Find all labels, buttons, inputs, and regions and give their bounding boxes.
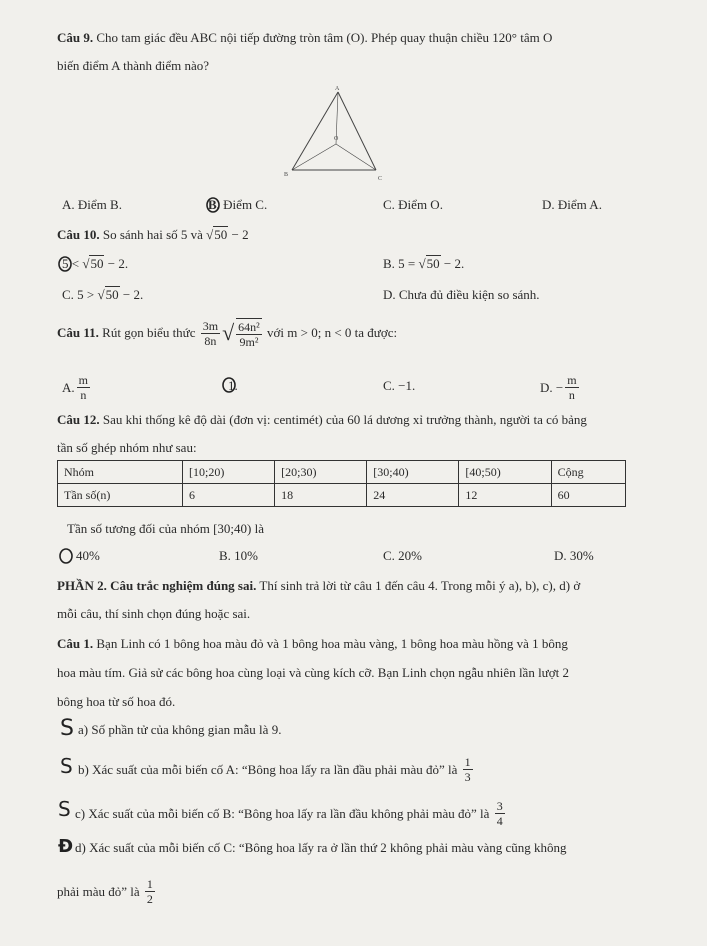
part2-line1 — [57, 578, 580, 594]
q11-cond: với m > 0; n < 0 ta được: — [267, 325, 398, 340]
q9-option-b — [208, 197, 267, 213]
q11-num2: 64n² — [238, 320, 260, 334]
part2-heading: PHẦN 2. Câu trắc nghiệm đúng sai. — [57, 578, 257, 593]
c1-statement-b — [78, 756, 475, 783]
q12-title: Câu 12. — [57, 412, 100, 427]
q10-option-a: 5 < √50 − 2. — [62, 256, 129, 271]
edge-ac — [338, 92, 376, 170]
q11-text: Rút gọn biểu thức — [102, 325, 196, 340]
c1-statement-c-text: c) Xác suất của mỗi biến cố B: “Bông hoa lấy ra lần đầu không phải màu đỏ” là — [75, 805, 490, 821]
table-header-cell: [20;30) — [275, 461, 367, 484]
c1-statement-b-text: b) Xác suất của mỗi biến cố A: “Bông hoa lấy ra lần đầu phải màu đỏ” là — [78, 761, 458, 777]
q10-option-c: C. 5 > √50 − 2. — [62, 287, 144, 302]
q11-frac1 — [201, 320, 220, 347]
frequency-table — [57, 460, 626, 507]
table-header-cell: Nhóm — [58, 461, 183, 484]
q11-title: Câu 11. — [57, 325, 99, 340]
q10-option-b: B. 5 = √50 − 2. — [383, 256, 465, 271]
q10-option-c-post: − 2. — [122, 287, 144, 302]
q12-option-a: 40% — [76, 548, 100, 563]
table-cell: 12 — [459, 484, 551, 507]
q12-line2: tần số ghép nhóm như sau: — [57, 440, 197, 455]
q9-text1: Cho tam giác đều ABC nội tiếp đường tròn tâm (O). Phép quay thuận chiều 120° tâm O — [96, 30, 553, 45]
q11-option-a-frac — [77, 374, 90, 401]
c1-statement-a: a) Số phần tử của không gian mẫu là 9. — [78, 722, 282, 737]
q11-frac2 — [236, 318, 262, 348]
table-header-cell: [30;40) — [367, 461, 459, 484]
q10-tail: − 2 — [231, 227, 249, 242]
c1-title: Câu 1. — [57, 636, 94, 651]
table-header-cell: [40;50) — [459, 461, 551, 484]
c1-d-frac — [145, 878, 155, 905]
q10-option-d: D. Chưa đủ điều kiện so sánh. — [383, 287, 540, 302]
edge-ab — [292, 92, 338, 170]
c1-c-frac — [495, 800, 505, 827]
q12-question: Tần số tương đối của nhóm [30;40) là — [67, 521, 264, 536]
q10-option-b-radicand: 50 — [426, 256, 440, 271]
q11-option-a — [62, 374, 92, 401]
label-c: C — [378, 176, 383, 182]
c1-b-den: 3 — [464, 770, 471, 784]
table-cell: 18 — [275, 484, 367, 507]
q10-text: So sánh hai số 5 và — [102, 227, 203, 242]
c1-line2: hoa màu tím. Giả sử các bông hoa cùng loại và cùng kích cỡ. Bạn Linh chọn ngẫu nhiên lần lượt 2 — [57, 665, 569, 680]
line-bo — [292, 144, 336, 170]
answer-mark-d: Đ — [58, 836, 74, 857]
c1-c-num: 3 — [496, 799, 503, 813]
q10-option-a-pre: 5 < — [62, 256, 80, 271]
answer-mark-s: S — [60, 716, 74, 741]
c1-b-num: 1 — [464, 755, 471, 769]
q11-option-a-den: n — [80, 388, 87, 402]
table-header-cell: [10;20) — [183, 461, 275, 484]
q12-option-b: B. 10% — [219, 548, 258, 563]
q9-option-b-text: Điểm C. — [223, 197, 268, 212]
q11-den2: 9m² — [239, 335, 259, 349]
c1-text1: Bạn Linh có 1 bông hoa màu đỏ và 1 bông hoa màu vàng, 1 bông hoa màu hồng và 1 bông — [96, 636, 568, 651]
q10-option-b-pre: B. 5 = — [383, 256, 416, 271]
c1-d-den: 2 — [146, 892, 153, 906]
c1-statement-c — [75, 800, 507, 827]
q11-option-d-frac — [565, 374, 578, 401]
c1-statement-d-line1: d) Xác suất của mỗi biến cố C: “Bông hoa lấy ra ở lần thứ 2 không phải màu vàng cũng không — [75, 840, 567, 855]
q11-option-d — [540, 374, 581, 401]
table-cell: Tần số(n) — [58, 484, 183, 507]
c1-statement-d-text: phải màu đỏ” là — [57, 883, 140, 899]
label-o: O — [334, 136, 339, 142]
table-header-row — [58, 461, 626, 484]
q9-option-c: C. Điểm O. — [383, 197, 443, 212]
c1-c-den: 4 — [496, 814, 503, 828]
label-a: A — [335, 86, 340, 92]
q9-line2: biến điểm A thành điểm nào? — [57, 58, 209, 73]
q11-num1: 3m — [202, 318, 219, 333]
q12-option-c: C. 20% — [383, 548, 422, 563]
circle-q12-a — [60, 549, 72, 563]
triangle-figure — [280, 82, 390, 182]
q9-option-b-letter: B. — [208, 197, 220, 212]
q10-radicand: 50 — [214, 227, 228, 242]
q11-option-c: C. −1. — [383, 378, 416, 393]
q9-title: Câu 9. — [57, 30, 94, 45]
c1-line1 — [57, 636, 568, 652]
table-row — [58, 484, 626, 507]
table-cell: 60 — [551, 484, 625, 507]
answer-mark-s: S — [58, 797, 71, 821]
q9-line1 — [57, 30, 552, 46]
q10-title: Câu 10. — [57, 227, 100, 242]
q10-option-a-post: − 2. — [107, 256, 129, 271]
part2-line2: mỗi câu, thí sinh chọn đúng hoặc sai. — [57, 606, 251, 621]
answer-mark-s: S — [60, 754, 73, 778]
q9-option-d: D. Điểm A. — [542, 197, 602, 212]
q11-line: Câu 11. Rút gọn biểu thức $\frac{3m}{8n}$ √ $\frac{\text{64n²}}{\text{9m²}}$ với m > 0; n < 0 ta được: — [57, 318, 398, 349]
q10-option-a-radicand: 50 — [90, 256, 104, 271]
q10-option-c-radicand: 50 — [105, 287, 119, 302]
q10-option-b-post: − 2. — [443, 256, 465, 271]
c1-line3: bông hoa từ số hoa đó. — [57, 694, 176, 709]
q10-option-c-pre: C. 5 > — [62, 287, 95, 302]
table-header-cell: Cộng — [551, 461, 625, 484]
q11-option-a-num: m — [78, 373, 88, 387]
q10-line: Câu 10. So sánh hai số 5 và √50 − 2 — [57, 227, 249, 242]
q12-line1 — [57, 412, 587, 428]
q11-option-b: 1. — [228, 378, 238, 393]
q11-option-d-label: D. − — [540, 379, 564, 395]
label-b: B — [284, 172, 289, 178]
c1-statement-d-line2 — [57, 878, 157, 905]
q9-option-a: A. Điểm B. — [62, 197, 122, 212]
table-cell: 6 — [183, 484, 275, 507]
q11-option-d-den: n — [568, 388, 575, 402]
q12-text1: Sau khi thống kê độ dài (đơn vị: centimét) của 60 lá dương xỉ trưởng thành, người ta có bảng — [102, 412, 587, 427]
q12-option-d: D. 30% — [554, 548, 594, 563]
table-cell: 24 — [367, 484, 459, 507]
c1-b-frac — [463, 756, 473, 783]
c1-d-num: 1 — [146, 877, 153, 891]
q11-option-d-num: m — [567, 373, 577, 387]
q11-den1: 8n — [204, 333, 217, 348]
q11-option-a-label: A. — [62, 379, 75, 395]
part2-text1: Thí sinh trả lời từ câu 1 đến câu 4. Trong mỗi ý a), b), c), d) ở — [259, 578, 581, 593]
